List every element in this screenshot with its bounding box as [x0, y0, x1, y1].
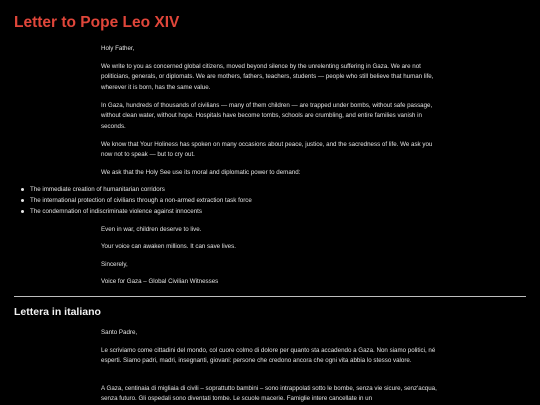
demands-list	[21, 184, 252, 217]
italian-salutation	[101, 328, 441, 338]
paragraph-text: Le scriviamo come cittadini del mondo, col cuore colmo di dolore per quanto sta accadendo a Gaza. Non siamo politici, né esperti. Siamo padri, madri, insegnanti, giovani: persone che credono ancora che ogni vita abbia lo stesso valore.	[101, 347, 436, 365]
list-item: The immediate creation of humanitarian corridors	[21, 184, 252, 195]
paragraph-text: Even in war, children deserve to live.	[101, 226, 202, 233]
paragraph-text: We ask that the Holy See use its moral and diplomatic power to demand:	[101, 169, 301, 176]
italian-paragraph-1	[101, 346, 441, 367]
letter-salutation	[101, 44, 441, 54]
paragraph-text: We write to you as concerned global citizens, moved beyond silence by the unrelenting suffering in Gaza. We are not politicians, generals, or diplomats. We are mothers, fathers, teachers, students — people who still believe that human life, wherever it is born, has the same value.	[101, 63, 434, 91]
signature-text: Voice for Gaza – Global Civilian Witnesses	[101, 278, 219, 285]
salutation-text: Holy Father,	[101, 45, 135, 52]
letter-paragraph-3	[101, 140, 441, 161]
section-divider	[14, 296, 526, 297]
letter-closing	[101, 260, 441, 270]
letter-paragraph-6	[101, 242, 441, 252]
italian-paragraph-2	[101, 384, 441, 405]
letter-paragraph-4	[101, 168, 441, 178]
paragraph-text: Your voice can awaken millions. It can save lives.	[101, 243, 236, 250]
italian-heading: Lettera in italiano	[14, 306, 101, 318]
list-item: The international protection of civilians through a non-armed extraction task force	[21, 195, 252, 206]
closing-text: Sincerely,	[101, 261, 128, 268]
letter-paragraph-1	[101, 62, 441, 93]
page-title: Letter to Pope Leo XIV	[14, 14, 180, 31]
paragraph-text: We know that Your Holiness has spoken on many occasions about peace, justice, and the sacredness of life. We ask you now not to speak — but to cry out.	[101, 141, 433, 159]
letter-paragraph-2	[101, 101, 441, 132]
letter-paragraph-5	[101, 225, 441, 235]
paragraph-text: In Gaza, hundreds of thousands of civilians — many of them children — are trapped under bombs, without safe passage, without clean water, without hope. Hospitals have become tombs, schools are crumbling, and entire families vanish in seconds.	[101, 102, 433, 130]
letter-signature	[101, 277, 441, 287]
salutation-text: Santo Padre,	[101, 329, 138, 336]
paragraph-text: A Gaza, centinaia di migliaia di civili – soprattutto bambini – sono intrappolati sotto le bombe, senza vie sicure, senz'acqua, senza futuro. Gli ospedali sono diventati tombe. Le scuole macerie. Famiglie intere cancellate in un	[101, 385, 437, 403]
list-item: The condemnation of indiscriminate violence against innocents	[21, 206, 252, 217]
